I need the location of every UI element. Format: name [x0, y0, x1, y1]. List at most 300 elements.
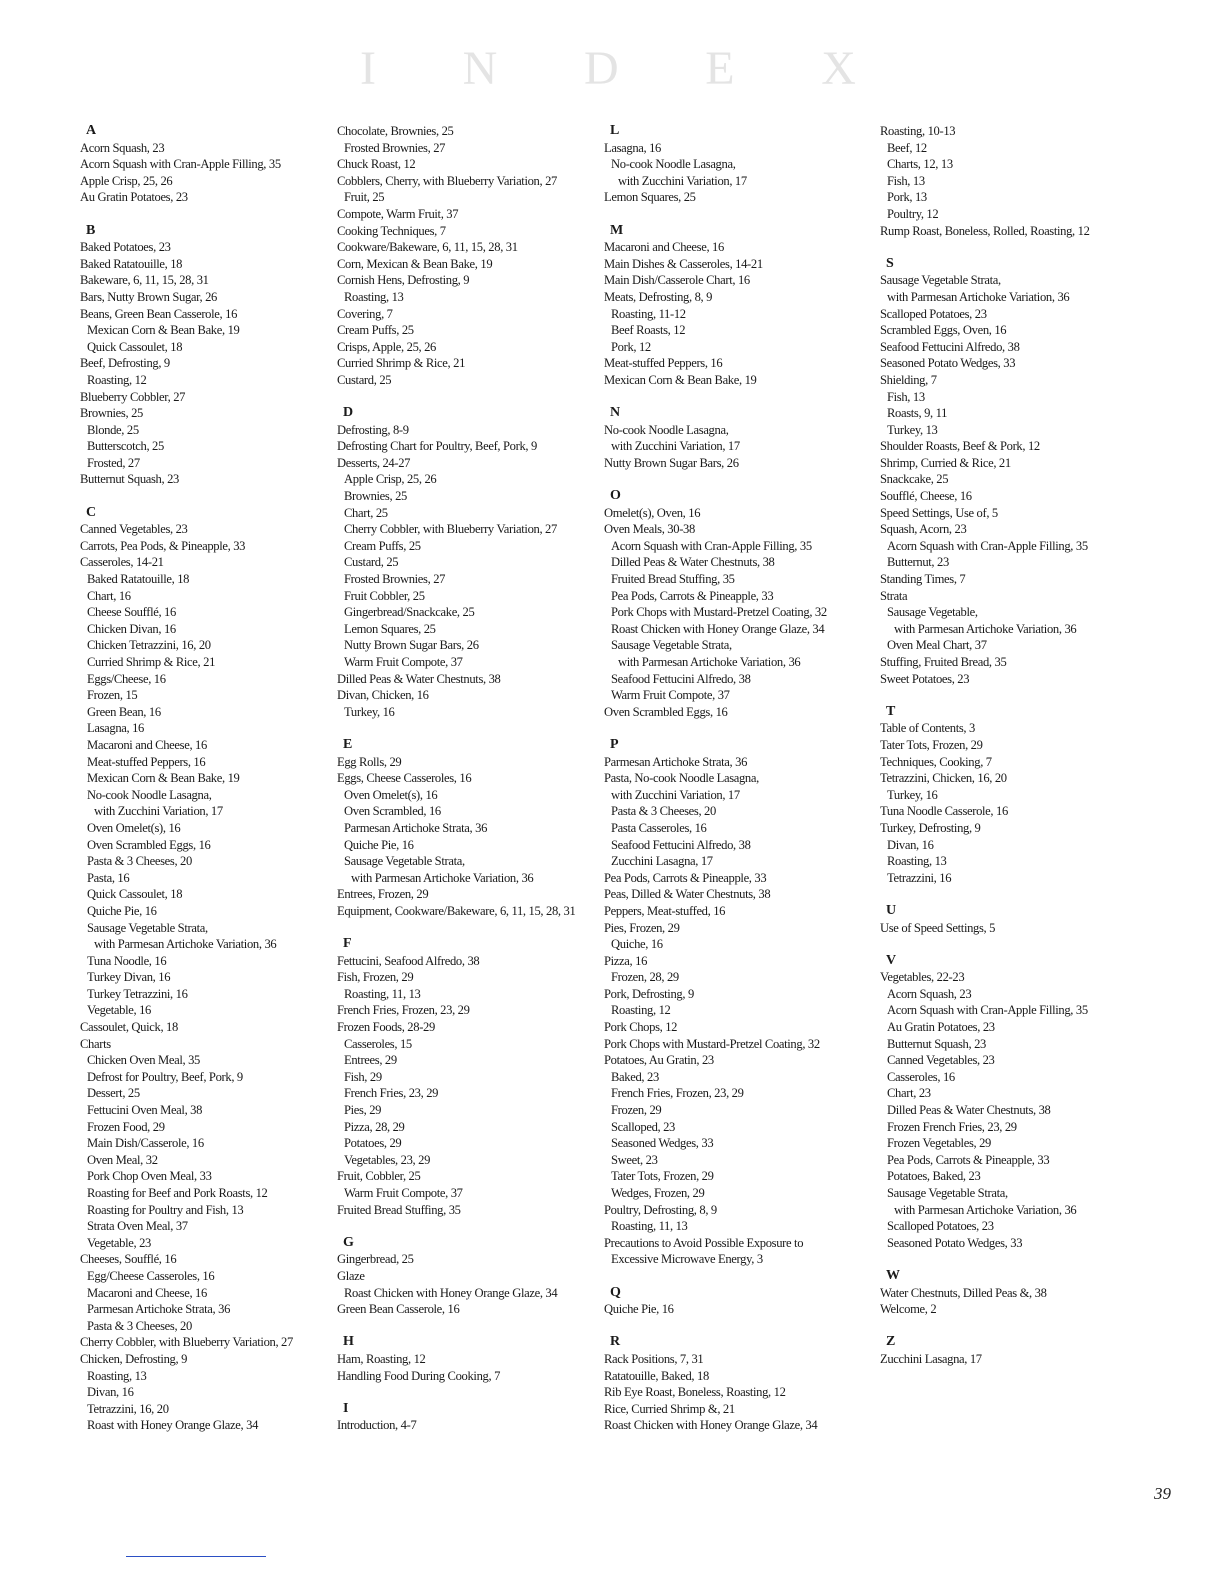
- index-subentry: Main Dish/Casserole, 16: [87, 1136, 204, 1151]
- index-entry: French Fries, Frozen, 23, 29: [337, 1003, 470, 1018]
- index-entry: Use of Speed Settings, 5: [880, 920, 996, 935]
- section-letter: R: [610, 1334, 621, 1350]
- index-section-b: [80, 223, 335, 489]
- section-letter: E: [343, 736, 353, 752]
- index-subentry: Cream Puffs, 25: [344, 538, 421, 553]
- index-subentry: Roasting, 13: [344, 289, 404, 304]
- index-subentry: French Fries, 23, 29: [344, 1086, 439, 1101]
- index-section-e: [337, 737, 599, 920]
- index-subentry: Pasta, 16: [87, 870, 130, 885]
- index-subentry: Au Gratin Potatoes, 23: [887, 1020, 995, 1035]
- section-letter: Q: [610, 1284, 621, 1300]
- index-subentry: Chart, 23: [887, 1086, 931, 1101]
- index-entry: Eggs, Cheese Casseroles, 16: [337, 771, 472, 786]
- index-subentry: Sausage Vegetable Strata,: [344, 854, 465, 869]
- index-entry: Compote, Warm Fruit, 37: [337, 206, 459, 221]
- index-subentry: Oven Meal Chart, 37: [887, 638, 987, 653]
- index-entry: Precautions to Avoid Possible Exposure to: [604, 1235, 804, 1250]
- index-entry: Entrees, Frozen, 29: [337, 887, 429, 902]
- index-entry: Stuffing, Fruited Bread, 35: [880, 655, 1007, 669]
- index-section-m: [604, 223, 876, 389]
- footer-rule: [126, 1556, 266, 1557]
- index-entry: Au Gratin Potatoes, 23: [80, 190, 188, 205]
- index-subentry: Pea Pods, Carrots & Pineapple, 33: [611, 588, 774, 603]
- index-subentry: Lemon Squares, 25: [344, 621, 436, 636]
- index-subentry: Roasting for Beef and Pork Roasts, 12: [87, 1186, 268, 1200]
- section-letter: M: [610, 222, 624, 238]
- index-subentry: Fruit Cobbler, 25: [344, 588, 425, 603]
- index-entry: Rump Roast, Boneless, Rolled, Roasting, 12: [880, 223, 1090, 238]
- index-entry: Divan, Chicken, 16: [337, 688, 429, 703]
- index-entry: Table of Contents, 3: [880, 721, 975, 736]
- index-subentry: Apple Crisp, 25, 26: [344, 472, 437, 487]
- index-subentry: Pasta & 3 Cheeses, 20: [611, 804, 716, 819]
- index-subentry: Frozen French Fries, 23, 29: [887, 1119, 1017, 1134]
- section-letter: A: [86, 123, 97, 138]
- index-entry: Canned Vegetables, 23: [80, 522, 188, 537]
- section-letter: L: [610, 123, 620, 138]
- index-subentry: Oven Omelet(s), 16: [344, 787, 438, 802]
- index-subentry: Divan, 16: [887, 837, 934, 852]
- index-subentry: Mexican Corn & Bean Bake, 19: [87, 323, 240, 338]
- index-subentry: Gingerbread/Snackcake, 25: [344, 605, 475, 620]
- index-entry: Casseroles, 14-21: [80, 555, 164, 570]
- index-subentry: Macaroni and Cheese, 16: [87, 1285, 207, 1300]
- index-subentry: Frozen, 29: [611, 1103, 662, 1118]
- index-subentry: Fish, 13: [887, 173, 925, 188]
- index-subentry: Macaroni and Cheese, 16: [87, 737, 207, 752]
- index-subentry: Frozen Food, 29: [87, 1119, 165, 1134]
- index-subentry: Pizza, 28, 29: [344, 1119, 405, 1134]
- index-entry: Carrots, Pea Pods, & Pineapple, 33: [80, 538, 246, 553]
- index-entry: Squash, Acorn, 23: [880, 522, 967, 537]
- index-subentry: Fish, 29: [344, 1069, 382, 1084]
- index-subentry: Mexican Corn & Bean Bake, 19: [87, 771, 240, 786]
- index-entry: Blueberry Cobbler, 27: [80, 389, 186, 404]
- index-entry: Defrosting Chart for Poultry, Beef, Pork, 9: [337, 439, 537, 454]
- index-subentry: Pork, 12: [611, 339, 651, 354]
- index-entry: Pea Pods, Carrots & Pineapple, 33: [604, 870, 767, 885]
- index-subentry: Scalloped, 23: [611, 1119, 676, 1134]
- index-entry: Pork Chops, 12: [604, 1020, 678, 1035]
- index-subentry: with Zucchini Variation, 17: [611, 787, 740, 802]
- index-subentry: Chart, 16: [87, 588, 131, 603]
- index-entry: Rib Eye Roast, Boneless, Roasting, 12: [604, 1385, 786, 1400]
- index-subentry: Casseroles, 15: [344, 1036, 412, 1051]
- index-subentry: Scalloped Potatoes, 23: [887, 1219, 994, 1234]
- index-subentry: Quick Cassoulet, 18: [87, 339, 183, 354]
- index-section-w: [880, 1268, 1180, 1318]
- index-subentry: No-cook Noodle Lasagna,: [611, 157, 736, 172]
- index-subentry: Vegetables, 23, 29: [344, 1152, 431, 1167]
- index-subentry: Turkey, 13: [887, 422, 938, 437]
- index-entry: Ham, Roasting, 12: [337, 1351, 426, 1366]
- index-entry: Dilled Peas & Water Chestnuts, 38: [337, 671, 501, 686]
- index-subentry: Pasta Casseroles, 16: [611, 820, 707, 835]
- index-entry: Brownies, 25: [80, 406, 143, 421]
- index-subentry: Pork Chop Oven Meal, 33: [87, 1169, 212, 1184]
- index-title-letter: D: [583, 41, 623, 95]
- index-section-continued: [880, 123, 1180, 239]
- index-subentry: Acorn Squash with Cran-Apple Filling, 35: [887, 538, 1088, 553]
- index-entry: Charts: [80, 1036, 111, 1051]
- index-subentry: Turkey, 16: [887, 787, 938, 802]
- index-subentry: Seasoned Wedges, 33: [611, 1136, 714, 1151]
- index-section-h: [337, 1334, 599, 1384]
- index-subentry: Pasta & 3 Cheeses, 20: [87, 1318, 192, 1333]
- index-entry: Fruited Bread Stuffing, 35: [337, 1202, 461, 1217]
- section-letter: W: [886, 1267, 900, 1283]
- index-subentry: Turkey Tetrazzini, 16: [87, 986, 188, 1001]
- index-subentry: Seafood Fettucini Alfredo, 38: [611, 837, 751, 852]
- index-entry: Seasoned Potato Wedges, 33: [880, 356, 1016, 371]
- index-entry: Baked Ratatouille, 18: [80, 256, 183, 271]
- index-subentry: Entrees, 29: [344, 1053, 397, 1068]
- index-subentry: Strata Oven Meal, 37: [87, 1219, 188, 1234]
- index-subentry: Fruited Bread Stuffing, 35: [611, 572, 735, 587]
- index-subentry: Warm Fruit Compote, 37: [344, 655, 463, 669]
- index-section-continued: [337, 123, 599, 389]
- index-entry: Egg Rolls, 29: [337, 754, 402, 769]
- index-subentry: Quiche Pie, 16: [344, 837, 414, 852]
- index-subentry: Acorn Squash with Cran-Apple Filling, 35: [611, 538, 812, 553]
- index-entry: Curried Shrimp & Rice, 21: [337, 356, 466, 371]
- index-subentry: Cheese Soufflé, 16: [87, 605, 176, 620]
- index-entry: Seafood Fettucini Alfredo, 38: [880, 339, 1020, 354]
- index-subentry: Chicken Oven Meal, 35: [87, 1053, 200, 1068]
- index-entry: Cooking Techniques, 7: [337, 223, 446, 238]
- index-section-a: [80, 123, 335, 206]
- index-entry: No-cook Noodle Lasagna,: [604, 422, 729, 437]
- index-section-n: [604, 405, 876, 471]
- index-column-3: [604, 123, 876, 1451]
- index-entry: Rack Positions, 7, 31: [604, 1351, 704, 1366]
- index-section-g: [337, 1235, 599, 1318]
- index-subentry: Wedges, Frozen, 29: [611, 1186, 705, 1200]
- index-entry: Main Dishes & Casseroles, 14-21: [604, 256, 763, 271]
- section-letter: D: [343, 405, 354, 421]
- index-subentry: Seafood Fettucini Alfredo, 38: [611, 671, 751, 686]
- index-subentry: with Zucchini Variation, 17: [618, 173, 747, 188]
- index-column-4: [880, 123, 1180, 1384]
- index-entry: Scalloped Potatoes, 23: [880, 306, 987, 321]
- index-subentry: Butternut, 23: [887, 555, 949, 570]
- index-entry: Omelet(s), Oven, 16: [604, 505, 701, 520]
- index-title-letter: N: [462, 41, 502, 95]
- index-entry: Frozen Foods, 28-29: [337, 1020, 435, 1035]
- index-subentry: Oven Scrambled Eggs, 16: [87, 837, 211, 852]
- index-subentry: Fettucini Oven Meal, 38: [87, 1103, 203, 1118]
- index-entry: Rice, Curried Shrimp &, 21: [604, 1401, 735, 1416]
- index-entry: Equipment, Cookware/Bakeware, 6, 11, 15, 28, 31: [337, 903, 576, 918]
- index-section-s: [880, 256, 1180, 687]
- index-entry: Green Bean Casserole, 16: [337, 1302, 460, 1317]
- index-column-2: [337, 123, 599, 1451]
- index-subentry: with Parmesan Artichoke Variation, 36: [894, 621, 1077, 636]
- index-subentry: Chicken Tetrazzini, 16, 20: [87, 638, 211, 653]
- index-subentry: Canned Vegetables, 23: [887, 1053, 995, 1068]
- index-entry: Snackcake, 25: [880, 472, 949, 487]
- index-entry: Oven Scrambled Eggs, 16: [604, 704, 728, 719]
- index-subentry: Brownies, 25: [344, 489, 407, 504]
- section-letter: B: [86, 222, 96, 238]
- index-entry: Tetrazzini, Chicken, 16, 20: [880, 771, 1007, 786]
- index-subentry: with Parmesan Artichoke Variation, 36: [618, 655, 801, 669]
- index-entry: Cornish Hens, Defrosting, 9: [337, 273, 470, 288]
- index-title-letter: X: [821, 41, 860, 95]
- index-entry: Welcome, 2: [880, 1302, 937, 1317]
- index-subentry: with Parmesan Artichoke Variation, 36: [351, 870, 534, 885]
- index-subentry: Pies, 29: [344, 1103, 382, 1118]
- index-subentry: Acorn Squash, 23: [887, 986, 972, 1001]
- index-entry: Shielding, 7: [880, 372, 937, 387]
- index-entry: Parmesan Artichoke Strata, 36: [604, 754, 748, 769]
- index-entry: Cheeses, Soufflé, 16: [80, 1252, 177, 1267]
- index-subentry: Frozen, 15: [87, 688, 138, 703]
- index-entry: Water Chestnuts, Dilled Peas &, 38: [880, 1285, 1047, 1300]
- index-entry: Zucchini Lasagna, 17: [880, 1351, 982, 1366]
- index-subentry: Lasagna, 16: [87, 721, 144, 736]
- index-subentry: Tuna Noodle, 16: [87, 953, 167, 968]
- index-entry: Pasta, No-cook Noodle Lasagna,: [604, 771, 759, 786]
- index-subentry: Sausage Vegetable Strata,: [611, 638, 732, 653]
- index-entry: Acorn Squash with Cran-Apple Filling, 35: [80, 157, 281, 172]
- section-letter: T: [886, 703, 896, 719]
- index-subentry: Roast Chicken with Honey Orange Glaze, 34: [611, 621, 825, 636]
- index-entry: Corn, Mexican & Bean Bake, 19: [337, 256, 493, 271]
- index-entry: Pork Chops with Mustard-Pretzel Coating, 32: [604, 1036, 820, 1051]
- section-letter: V: [886, 952, 897, 968]
- index-entry: Pies, Frozen, 29: [604, 920, 680, 935]
- index-entry: Covering, 7: [337, 306, 393, 321]
- index-subentry: Seasoned Potato Wedges, 33: [887, 1235, 1023, 1250]
- index-subentry: Roasting for Poultry and Fish, 13: [87, 1202, 244, 1217]
- index-entry: Handling Food During Cooking, 7: [337, 1368, 501, 1383]
- index-entry: Main Dish/Casserole Chart, 16: [604, 273, 750, 288]
- index-subentry: Roast Chicken with Honey Orange Glaze, 34: [344, 1285, 558, 1300]
- index-subentry: Quiche, 16: [611, 937, 663, 952]
- index-entry: Soufflé, Cheese, 16: [880, 489, 972, 504]
- index-entry: Shrimp, Curried & Rice, 21: [880, 455, 1011, 470]
- index-subentry: Roasting, 13: [887, 854, 947, 869]
- index-entry: Scrambled Eggs, Oven, 16: [880, 323, 1007, 338]
- index-entry: Speed Settings, Use of, 5: [880, 505, 998, 520]
- index-entry: Baked Potatoes, 23: [80, 240, 171, 255]
- index-subentry: Excessive Microwave Energy, 3: [611, 1252, 763, 1267]
- index-entry: Mexican Corn & Bean Bake, 19: [604, 372, 757, 387]
- index-entry: Shoulder Roasts, Beef & Pork, 12: [880, 439, 1040, 454]
- index-subentry: Butterscotch, 25: [87, 439, 164, 454]
- index-subentry: Dilled Peas & Water Chestnuts, 38: [611, 555, 775, 570]
- index-section-t: [880, 704, 1180, 887]
- index-entry: Glaze: [337, 1268, 365, 1283]
- index-subentry: Dessert, 25: [87, 1086, 140, 1101]
- index-subentry: Roasts, 9, 11: [887, 406, 948, 421]
- index-subentry: Charts, 12, 13: [887, 157, 953, 172]
- index-entry: Lasagna, 16: [604, 140, 661, 155]
- index-entry: Cookware/Bakeware, 6, 11, 15, 28, 31: [337, 240, 518, 255]
- index-section-d: [337, 405, 599, 720]
- index-entry: Strata: [880, 588, 908, 603]
- index-subentry: Curried Shrimp & Rice, 21: [87, 655, 216, 669]
- index-entry: Peppers, Meat-stuffed, 16: [604, 903, 726, 918]
- section-letter: N: [610, 405, 621, 421]
- index-subentry: Sweet, 23: [611, 1152, 658, 1167]
- index-subentry: Warm Fruit Compote, 37: [344, 1186, 463, 1200]
- index-entry: Quiche Pie, 16: [604, 1302, 674, 1317]
- index-subentry: Poultry, 12: [887, 206, 939, 221]
- index-subentry: Tater Tots, Frozen, 29: [611, 1169, 714, 1184]
- index-subentry: No-cook Noodle Lasagna,: [87, 787, 212, 802]
- index-title-letter: I: [360, 41, 380, 95]
- index-title: [360, 38, 860, 98]
- index-subentry: Pea Pods, Carrots & Pineapple, 33: [887, 1152, 1050, 1167]
- index-entry: Defrosting, 8-9: [337, 422, 409, 437]
- index-subentry: Quick Cassoulet, 18: [87, 887, 183, 902]
- index-subentry: Green Bean, 16: [87, 704, 161, 719]
- index-entry: Beef, Defrosting, 9: [80, 356, 170, 371]
- index-subentry: Pasta & 3 Cheeses, 20: [87, 854, 192, 869]
- index-section-p: [604, 737, 876, 1268]
- index-subentry: Potatoes, Baked, 23: [887, 1169, 981, 1184]
- index-subentry: Vegetable, 23: [87, 1235, 151, 1250]
- index-entry: Pizza, 16: [604, 953, 648, 968]
- index-section-i: [337, 1401, 599, 1434]
- index-entry: Oven Meals, 30-38: [604, 522, 695, 537]
- index-subentry: Roasting, 11, 13: [344, 986, 421, 1001]
- index-subentry: Egg/Cheese Casseroles, 16: [87, 1268, 215, 1283]
- index-entry: Ratatouille, Baked, 18: [604, 1368, 709, 1383]
- index-entry: Cherry Cobbler, with Blueberry Variation, 27: [80, 1335, 293, 1350]
- index-subentry: Potatoes, 29: [344, 1136, 402, 1151]
- index-subentry: Chicken Divan, 16: [87, 621, 176, 636]
- index-subentry: with Parmesan Artichoke Variation, 36: [894, 1202, 1077, 1217]
- index-section-o: [604, 488, 876, 720]
- index-entry: Meats, Defrosting, 8, 9: [604, 289, 713, 304]
- index-entry: Roast Chicken with Honey Orange Glaze, 34: [604, 1418, 818, 1433]
- index-entry: Sweet Potatoes, 23: [880, 671, 970, 686]
- index-entry: Chicken, Defrosting, 9: [80, 1351, 188, 1366]
- index-subentry: Roasting, 12: [611, 1003, 671, 1018]
- index-entry: Cream Puffs, 25: [337, 323, 414, 338]
- index-entry: Gingerbread, 25: [337, 1252, 414, 1267]
- index-entry: Fish, Frozen, 29: [337, 970, 414, 985]
- index-subentry: Dilled Peas & Water Chestnuts, 38: [887, 1103, 1051, 1118]
- index-subentry: Sausage Vegetable,: [887, 605, 978, 620]
- index-entry: Cassoulet, Quick, 18: [80, 1020, 178, 1035]
- index-subentry: Sausage Vegetable Strata,: [887, 1186, 1008, 1200]
- index-subentry: Frozen Vegetables, 29: [887, 1136, 991, 1151]
- index-subentry: Oven Meal, 32: [87, 1152, 158, 1167]
- index-subentry: Baked, 23: [611, 1069, 659, 1084]
- index-entry: Standing Times, 7: [880, 572, 966, 587]
- section-letter: U: [886, 902, 897, 918]
- index-subentry: Roast with Honey Orange Glaze, 34: [87, 1418, 259, 1433]
- section-letter: F: [343, 936, 352, 952]
- index-subentry: Casseroles, 16: [887, 1069, 955, 1084]
- index-entry: Sausage Vegetable Strata,: [880, 273, 1001, 288]
- index-subentry: Roasting, 12: [87, 372, 147, 387]
- index-subentry: Cherry Cobbler, with Blueberry Variation, 27: [344, 522, 557, 537]
- index-entry: Introduction, 4-7: [337, 1418, 417, 1433]
- index-subentry: Butternut Squash, 23: [887, 1036, 986, 1051]
- index-subentry: Frozen, 28, 29: [611, 970, 679, 985]
- index-subentry: Tetrazzini, 16: [887, 870, 952, 885]
- index-entry: Meat-stuffed Peppers, 16: [604, 356, 723, 371]
- index-subentry: Divan, 16: [87, 1385, 134, 1400]
- index-entry: Bars, Nutty Brown Sugar, 26: [80, 289, 217, 304]
- index-section-v: [880, 953, 1180, 1252]
- index-subentry: Nutty Brown Sugar Bars, 26: [344, 638, 479, 653]
- index-subentry: Frosted, 27: [87, 455, 140, 470]
- index-entry: Chocolate, Brownies, 25: [337, 124, 454, 138]
- index-entry: Tuna Noodle Casserole, 16: [880, 804, 1008, 819]
- index-entry: Crisps, Apple, 25, 26: [337, 339, 437, 354]
- index-subentry: Vegetable, 16: [87, 1003, 151, 1018]
- index-subentry: Parmesan Artichoke Strata, 36: [87, 1302, 231, 1317]
- section-letter: I: [343, 1400, 349, 1416]
- index-subentry: Pork, 13: [887, 190, 927, 205]
- index-subentry: French Fries, Frozen, 23, 29: [611, 1086, 744, 1101]
- index-entry: Beans, Green Bean Casserole, 16: [80, 306, 238, 321]
- index-subentry: Beef Roasts, 12: [611, 323, 686, 338]
- index-entry: Peas, Dilled & Water Chestnuts, 38: [604, 887, 771, 902]
- index-entry: Tater Tots, Frozen, 29: [880, 737, 983, 752]
- index-subentry: Roasting, 11-12: [611, 306, 686, 321]
- index-entry: Fettucini, Seafood Alfredo, 38: [337, 953, 480, 968]
- index-section-r: [604, 1334, 876, 1434]
- index-entry: Apple Crisp, 25, 26: [80, 173, 173, 188]
- index-subentry: Chart, 25: [344, 505, 388, 520]
- section-letter: O: [610, 488, 621, 504]
- index-subentry: Acorn Squash with Cran-Apple Filling, 35: [887, 1003, 1088, 1018]
- index-subentry: Turkey, 16: [344, 704, 395, 719]
- section-letter: Z: [886, 1334, 896, 1350]
- index-section-z: [880, 1334, 1180, 1367]
- index-entry: Butternut Squash, 23: [80, 472, 179, 487]
- index-subentry: Blonde, 25: [87, 422, 139, 437]
- index-subentry: Defrost for Poultry, Beef, Pork, 9: [87, 1069, 243, 1084]
- index-subentry: Zucchini Lasagna, 17: [611, 854, 713, 869]
- index-subentry: Fruit, 25: [344, 190, 385, 205]
- section-letter: P: [610, 736, 619, 752]
- index-section-l: [604, 123, 876, 206]
- index-subentry: Baked Ratatouille, 18: [87, 572, 190, 587]
- index-subentry: Oven Omelet(s), 16: [87, 820, 181, 835]
- index-section-c: [80, 505, 335, 1434]
- index-entry: Desserts, 24-27: [337, 455, 411, 470]
- index-subentry: Oven Scrambled, 16: [344, 804, 441, 819]
- index-section-u: [880, 903, 1180, 936]
- index-column-1: [80, 123, 335, 1451]
- page-number: 39: [1154, 1484, 1171, 1503]
- index-subentry: with Zucchini Variation, 17: [611, 439, 740, 454]
- index-entry: Lemon Squares, 25: [604, 190, 696, 205]
- index-subentry: Parmesan Artichoke Strata, 36: [344, 820, 488, 835]
- index-entry: Cobblers, Cherry, with Blueberry Variation, 27: [337, 173, 557, 188]
- index-subentry: Eggs/Cheese, 16: [87, 671, 166, 686]
- index-subentry: with Zucchini Variation, 17: [94, 804, 223, 819]
- index-entry: Bakeware, 6, 11, 15, 28, 31: [80, 273, 209, 288]
- index-subentry: Tetrazzini, 16, 20: [87, 1401, 169, 1416]
- index-section-f: [337, 936, 599, 1218]
- index-subentry: with Parmesan Artichoke Variation, 36: [887, 289, 1070, 304]
- index-subentry: Fish, 13: [887, 389, 925, 404]
- index-subentry: Roasting, 13: [87, 1368, 147, 1383]
- index-subentry: Frosted Brownies, 27: [344, 140, 446, 155]
- index-subentry: Pork Chops with Mustard-Pretzel Coating, 32: [611, 605, 827, 620]
- index-subentry: Sausage Vegetable Strata,: [87, 920, 208, 935]
